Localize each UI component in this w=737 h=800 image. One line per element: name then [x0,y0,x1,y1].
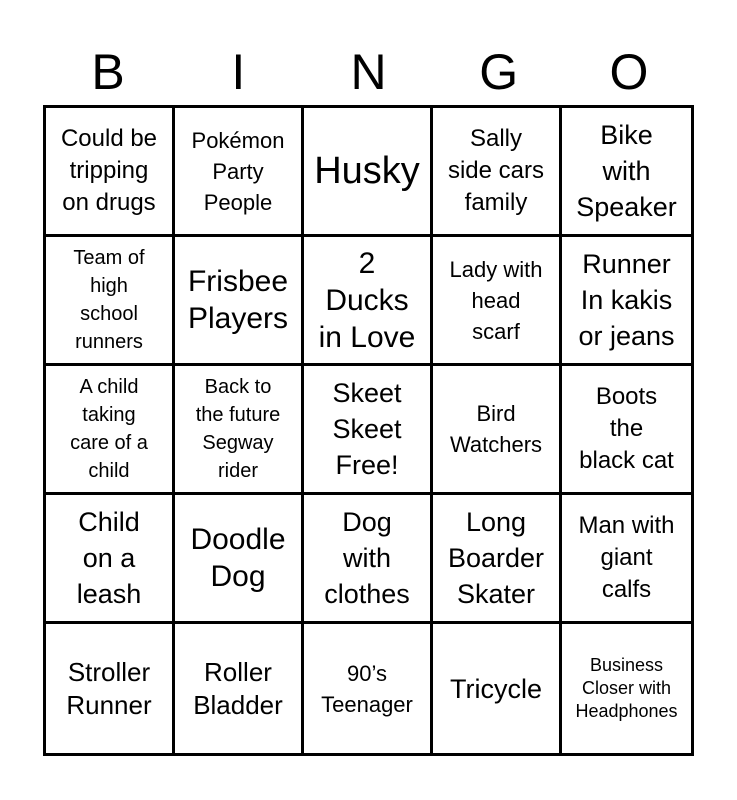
bingo-cell[interactable] [562,366,691,495]
cell-text: Lady with head scarf [449,256,543,344]
cell-text: A child taking care of a child [70,376,148,482]
cell-text: Tricycle [450,673,542,704]
header-letter-o: O [609,44,649,100]
bingo-cell[interactable] [562,237,691,366]
cell-text: Team of high school runners [73,247,145,353]
cell-text: Long Boarder Skater [447,507,545,609]
bingo-cell[interactable] [562,624,691,753]
bingo-cell[interactable] [562,108,691,237]
bingo-cell[interactable] [175,495,304,624]
bingo-cell[interactable] [46,366,175,495]
bingo-cell[interactable] [304,237,433,366]
cell-text: Dog with clothes [324,507,410,609]
header-letter-i: I [231,44,246,100]
cell-text: Bird Watchers [449,401,543,457]
cell-text: Business Closer with Headphones [575,655,678,721]
cell-text: Doodle Dog [190,523,286,593]
cell-text: Husky [314,150,420,192]
bingo-cell[interactable] [433,624,562,753]
cell-text: Child on a leash [76,507,142,609]
cell-text: Skeet Skeet Free! [332,378,402,480]
cell-text: Man with giant calfs [578,512,675,603]
bingo-cell[interactable] [46,495,175,624]
bingo-cell[interactable] [304,495,433,624]
bingo-cell[interactable] [433,366,562,495]
cell-text: Bike with Speaker [576,120,677,222]
bingo-cell[interactable] [433,108,562,237]
bingo-cell[interactable] [175,237,304,366]
bingo-cell[interactable] [175,108,304,237]
bingo-cell[interactable] [304,108,433,237]
cell-text: Sally side cars family [447,125,545,216]
header-letter-b: B [91,44,125,100]
cell-text: Could be tripping on drugs [60,125,158,216]
cell-text: 90’s Teenager [321,660,413,717]
cell-text: Stroller Runner [66,656,152,720]
cell-text: Pokémon Party People [191,127,285,215]
bingo-cell[interactable] [304,624,433,753]
bingo-cell[interactable] [175,624,304,753]
bingo-cell[interactable] [562,495,691,624]
cell-text: Back to the future Segway rider [195,376,281,482]
cell-text: 2 Ducks in Love [318,246,416,354]
bingo-cell[interactable] [46,624,175,753]
cell-text: Runner In kakis or jeans [578,249,675,351]
cell-text: Frisbee Players [187,265,289,335]
cell-text: Boots the black cat [579,383,674,474]
bingo-header [43,40,694,104]
bingo-board [43,105,694,756]
bingo-cell[interactable] [46,108,175,237]
bingo-cell[interactable] [433,237,562,366]
bingo-cell[interactable] [304,366,433,495]
cell-text: Roller Bladder [193,656,283,720]
bingo-cell[interactable] [433,495,562,624]
header-letter-g: G [479,44,519,100]
bingo-cell[interactable] [46,237,175,366]
header-letter-n: N [350,44,387,100]
bingo-cell[interactable] [175,366,304,495]
